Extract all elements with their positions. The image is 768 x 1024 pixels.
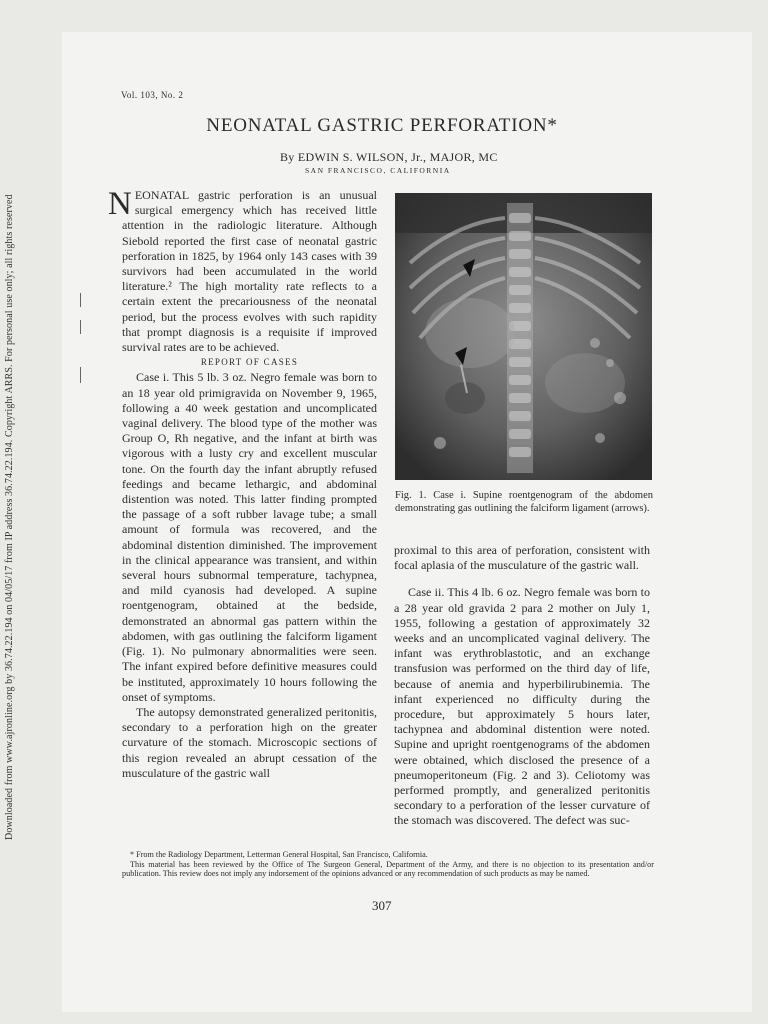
margin-mark (80, 293, 81, 307)
drop-cap: N (108, 186, 132, 222)
footnote (122, 850, 654, 879)
column-left (108, 186, 377, 781)
download-notice: Downloaded from www.ajronline.org by 36.74.22.194 on 04/05/17 from IP address 36.74.22.194. Copyright ARRS. For personal use only; all rights reserved (4, 194, 15, 840)
page-number: 307 (372, 898, 392, 913)
affiliation: SAN FRANCISCO, CALIFORNIA (305, 166, 451, 175)
footnote-disclaimer: This material has been reviewed by the Office of The Surgeon General, Department of the Army, and there is no objection to its presentation and/or publication. This review does not imply any indorsement of the opinions advanced or any recommendation of such products as may be named. (122, 859, 654, 879)
volume-label: Vol. 103, No. 2 (121, 90, 184, 100)
intro-paragraph (108, 186, 377, 355)
column-right (394, 543, 650, 829)
byline: By EDWIN S. WILSON, Jr., MAJOR, MC (280, 150, 498, 164)
autopsy-paragraph: The autopsy demonstrated generalized peritonitis, secondary to a perforation high on the greater curvature of the stomach. Microscopic sections of this region revealed an abrupt cessation of the musculature of the gastric wall (122, 704, 377, 780)
case2-paragraph: Case ii. This 4 lb. 6 oz. Negro female was born to a 28 year old gravida 2 para 2 mother on July 1, 1955, following a gestation of approximately 32 weeks and an uncomplicated vaginal delivery. The infant was erythroblastotic, and an exchange transfusion was performed on the third day of life, because of anemia and hyperbilirubinemia. The infant experienced no difficulty during the procedure, but approximately 5 hours later, tachypnea and abdominal distention were noted. Supine and upright roentgenograms of the abdomen were obtained, which disclosed the presence of a pneumoperitoneum (Fig. 2 and 3). Celiotomy was performed promptly, and generalized peritonitis secondary to a perforation of the lesser curvature of the stomach was discovered. The defect was suc- (394, 585, 650, 828)
continued-paragraph: proximal to this area of perforation, consistent with focal aplasia of the musculature of the gastric wall. (394, 543, 650, 573)
intro-text: EONATAL gastric perforation is an unusual surgical emergency which has received little attention in the radiologic literature. Although Siebold reported the first case of neonatal gastric perforation in 1825, by 1964 only 143 cases with 39 survivors had been accumulated in the world literature.² The high mortality rate reflects to a certain extent the precariousness of the neonatal period, but the process evolves with such rapidity that prompt diagnosis is a requisite if improved survival rates are to be achieved. (122, 188, 377, 355)
case1-paragraph: Case i. This 5 lb. 3 oz. Negro female was born to an 18 year old primigravida on November 9, 1965, following a 40 week gestation and uncomplicated vaginal delivery. The blood type of the mother was Group O, Rh negative, and the infant at birth was vigorous with a lusty cry and excellent muscular tone. On the fourth day the infant abruptly refused feedings and became lethargic, and abdominal distention was noted. This latter finding prompted the passage of a soft rubber lavage tube; a small amount of formula was recovered, and the abdominal distention diminished. The improvement in the clinical appearance was transient, and within several hours subnormal temperature, tachypnea, and mild cyanosis had developed. A supine roentgenogram, obtained at the bedside, demonstrated an abnormal gas pattern within the abdomen, with gas outlining the falciform ligament (Fig. 1). No pulmonary abnormalities were seen. The infant expired before definitive measures could be instituted, approximately 10 hours following the onset of symptoms. (122, 370, 377, 704)
figure-1-roentgenogram (395, 193, 652, 480)
xray-image (395, 193, 652, 480)
footnote-affiliation: * From the Radiology Department, Letterman General Hospital, San Francisco, California. (130, 850, 428, 859)
section-heading: REPORT OF CASES (200, 357, 299, 368)
figure-caption: Fig. 1. Case i. Supine roentgenogram of the abdomen demonstrating gas outlining the falciform ligament (arrows). (395, 490, 653, 514)
margin-mark (80, 320, 81, 334)
margin-mark (80, 367, 81, 383)
article-title: NEONATAL GASTRIC PERFORATION* (206, 115, 558, 136)
